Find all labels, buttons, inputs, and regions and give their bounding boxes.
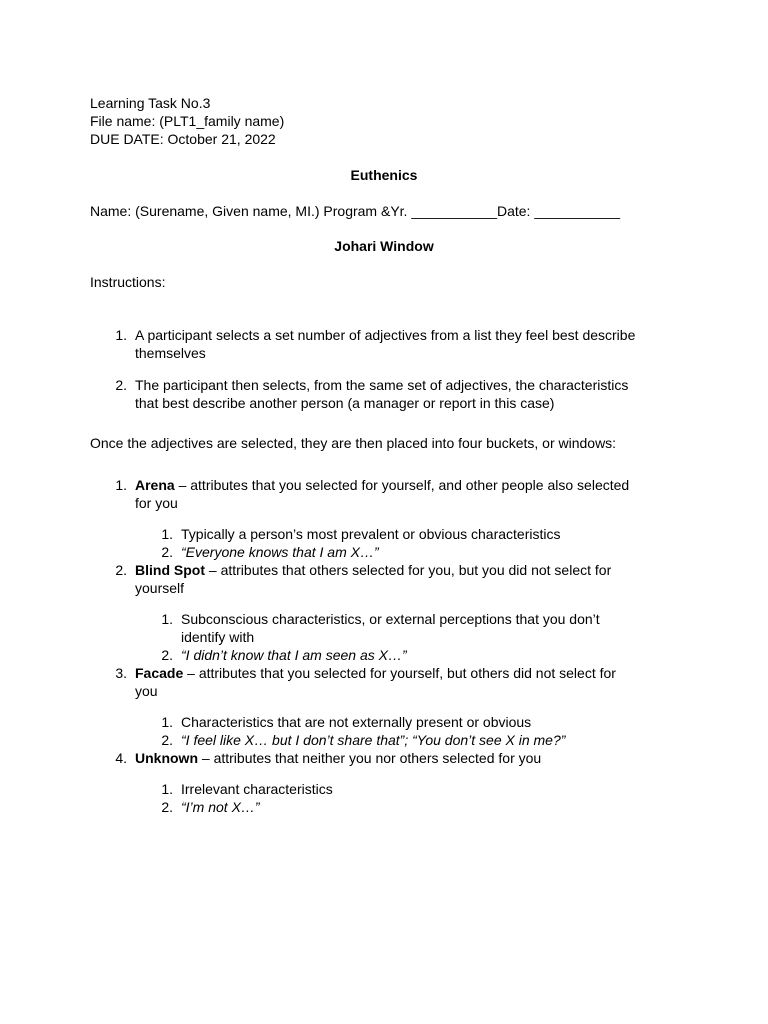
sub-number: 1.	[161, 526, 173, 542]
window-description: – attributes that others selected for you, but you did not select for	[205, 562, 612, 578]
buckets-intro: Once the adjectives are selected, they are then placed into four buckets, or windows:	[90, 435, 617, 451]
due-date: DUE DATE: October 21, 2022	[90, 131, 276, 147]
section-title: Johari Window	[334, 238, 434, 254]
instruction-line: The participant then selects, from the same set of adjectives, the characteristics	[135, 377, 629, 393]
sub-number: 2.	[161, 647, 173, 663]
window-description: – attributes that you selected for yourself, but others did not select for	[183, 665, 616, 681]
sub-number: 1.	[161, 714, 173, 730]
window-number: 2.	[115, 562, 127, 578]
sub-item: Typically a person’s most prevalent or obvious characteristics	[181, 526, 561, 542]
instruction-line: themselves	[135, 345, 206, 361]
sub-item-quote: “I’m not X…”	[181, 799, 260, 815]
window-number: 3.	[115, 665, 127, 681]
sub-item: Characteristics that are not externally present or obvious	[181, 714, 532, 730]
window-description: – attributes that you selected for yourself, and other people also selected	[174, 477, 630, 493]
subject-title: Euthenics	[350, 167, 418, 183]
sub-number: 2.	[161, 799, 173, 815]
window-item	[135, 561, 611, 579]
sub-number: 2.	[161, 732, 173, 748]
sub-item-quote: “I didn’t know that I am seen as X…”	[181, 647, 407, 663]
window-term: Unknown	[135, 750, 198, 766]
window-number: 4.	[115, 750, 127, 766]
window-description-cont: yourself	[135, 580, 185, 596]
window-description-cont: for you	[135, 495, 178, 511]
window-term: Facade	[135, 665, 184, 681]
instruction-line: A participant selects a set number of adjectives from a list they feel best describe	[135, 327, 636, 343]
info-line: Name: (Surename, Given name, MI.) Program &Yr. ___________Date: ___________	[90, 203, 620, 219]
instruction-number: 2.	[115, 377, 127, 393]
sub-item: Irrelevant characteristics	[181, 781, 333, 797]
sub-number: 2.	[161, 544, 173, 560]
window-number: 1.	[115, 477, 127, 493]
instruction-line: that best describe another person (a manager or report in this case)	[135, 395, 555, 411]
task-title: Learning Task No.3	[90, 95, 211, 111]
sub-item-quote: “Everyone knows that I am X…”	[181, 544, 379, 560]
window-item	[135, 749, 541, 767]
sub-number: 1.	[161, 611, 173, 627]
sub-item-quote: “I feel like X… but I don’t share that”; “You don’t see X in me?”	[181, 732, 566, 748]
sub-item: Subconscious characteristics, or external perceptions that you don’t	[181, 611, 600, 627]
file-name: File name: (PLT1_family name)	[90, 113, 285, 129]
window-term: Blind Spot	[135, 562, 205, 578]
window-term: Arena	[135, 477, 175, 493]
sub-number: 1.	[161, 781, 173, 797]
window-item	[135, 664, 616, 682]
window-item	[135, 476, 629, 494]
sub-item-cont: identify with	[181, 629, 255, 645]
instruction-number: 1.	[115, 327, 127, 343]
window-description-cont: you	[135, 683, 158, 699]
instructions-label: Instructions:	[90, 274, 166, 290]
window-description: – attributes that neither you nor others selected for you	[198, 750, 542, 766]
